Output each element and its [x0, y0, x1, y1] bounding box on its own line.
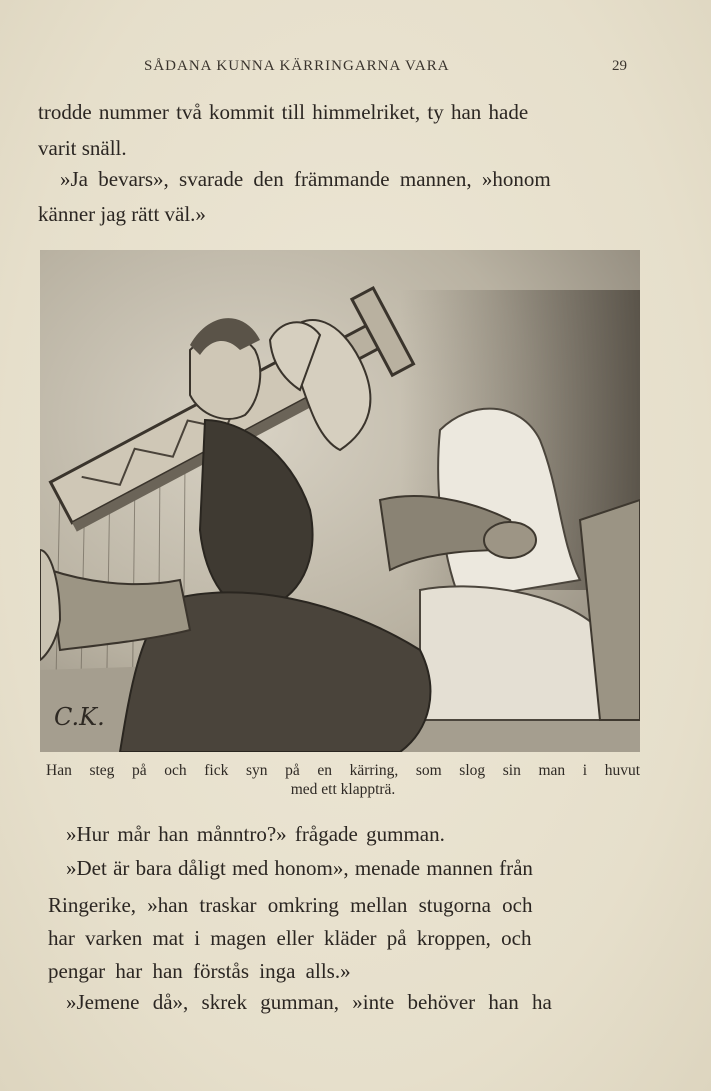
text-line: har varken mat i magen eller kläder på kroppen, och: [48, 926, 532, 950]
text-line: känner jag rätt väl.»: [38, 202, 206, 226]
text-line: »Hur mår han månntro?» frågade gumman.: [66, 822, 445, 846]
chapter-title: SÅDANA KUNNA KÄRRINGARNA VARA: [144, 58, 450, 74]
woodcut-drawing: [40, 250, 640, 752]
text-line: »Ja bevars», svarade den främmande mannen, »honom: [60, 167, 551, 191]
caption-line: med ett klappträ.: [290, 781, 396, 798]
text-line: pengar har han förstås inga alls.»: [48, 959, 351, 983]
text-line: trodde nummer två kommit till himmelriket, ty han hade: [38, 100, 529, 124]
illustration-caption: [46, 761, 640, 799]
running-head: [0, 58, 711, 80]
caption-line: Han steg på och fick syn på en kärring, som slog sin man i huvut: [46, 762, 640, 779]
text-line: »Jemene då», skrek gumman, »inte behöver han ha: [66, 990, 552, 1014]
svg-text:C.K.: C.K.: [54, 703, 105, 731]
text-line: varit snäll.: [38, 136, 127, 160]
text-line: Ringerike, »han traskar omkring mellan stugorna och: [48, 893, 533, 917]
text-line: »Det är bara dåligt med honom», menade mannen från: [66, 856, 533, 880]
illustration: [40, 250, 640, 752]
page-number: 29: [612, 58, 627, 74]
